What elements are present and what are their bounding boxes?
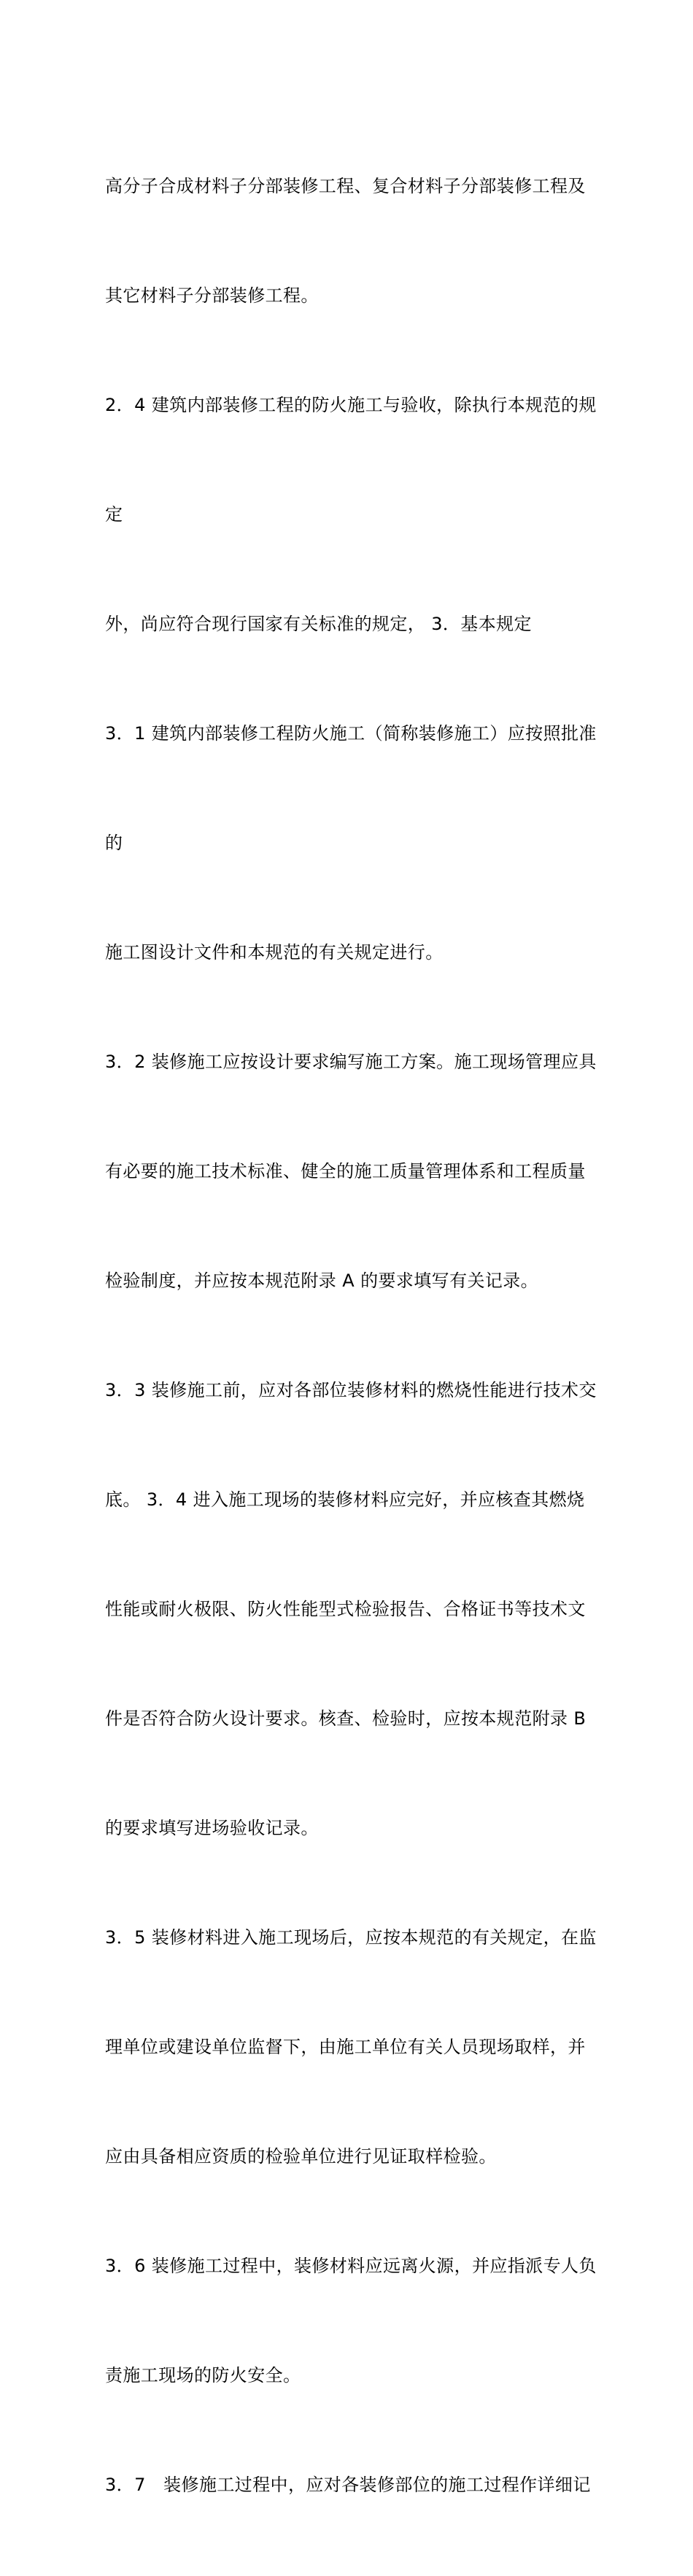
- text-line: 施工图设计文件和本规范的有关规定进行。: [105, 942, 444, 963]
- text-line: 高分子合成材料子分部装修工程、复合材料子分部装修工程及: [105, 176, 586, 196]
- text-line: 2．4 建筑内部装修工程的防火施工与验收，除执行本规范的规: [105, 395, 597, 415]
- text-line: 外，尚应符合现行国家有关标准的规定， 3．基本规定: [105, 614, 532, 634]
- text-line: 的要求填写进场验收记录。: [105, 1818, 319, 1838]
- text-line: 件是否符合防火设计要求。核查、检验时，应按本规范附录 B: [105, 1708, 586, 1729]
- text-line: 3．7 装修施工过程中，应对各装修部位的施工过程作详细记: [105, 2475, 591, 2495]
- text-line: 性能或耐火极限、防火性能型式检验报告、合格证书等技术文: [105, 1599, 586, 1619]
- text-line: 的: [105, 833, 123, 853]
- text-line: 责施工现场的防火安全。: [105, 2365, 301, 2386]
- text-line: 检验制度，并应按本规范附录 A 的要求填写有关记录。: [105, 1270, 539, 1291]
- text-line: 理单位或建设单位监督下，由施工单位有关人员现场取样，并: [105, 2037, 586, 2057]
- text-line: 3．2 装修施工应按设计要求编写施工方案。施工现场管理应具: [105, 1052, 597, 1072]
- text-line: 3．6 装修施工过程中，装修材料应远离火源，并应指派专人负: [105, 2256, 597, 2276]
- text-line: 3．3 装修施工前，应对各部位装修材料的燃烧性能进行技术交: [105, 1380, 597, 1400]
- text-line: 有必要的施工技术标准、健全的施工质量管理体系和工程质量: [105, 1161, 586, 1181]
- text-line: 3．1 建筑内部装修工程防火施工（简称装修施工）应按照批准: [105, 723, 597, 744]
- text-line: 底。 3．4 进入施工现场的装修材料应完好，并应核查其燃烧: [105, 1489, 585, 1510]
- text-line: 应由具备相应资质的检验单位进行见证取样检验。: [105, 2146, 497, 2167]
- text-line: 定: [105, 504, 123, 525]
- document-body: [105, 95, 601, 2576]
- text-line: 3．5 装修材料进入施工现场后，应按本规范的有关规定，在监: [105, 1927, 597, 1948]
- text-line: 其它材料子分部装修工程。: [105, 285, 319, 306]
